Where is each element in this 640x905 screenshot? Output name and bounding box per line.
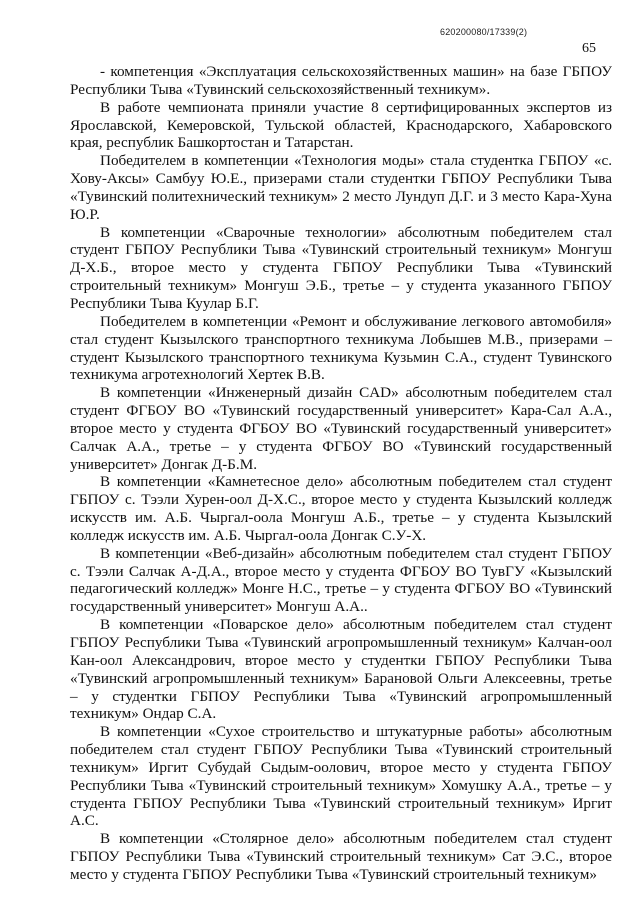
paragraph-web-design: В компетенции «Веб-дизайн» абсолютным победителем стал студент ГБПОУ с. Тээли Салчак А-Д.А., второе место у студента ФГБОУ ВО ТувГУ «Кызылский педагогический колледж» Монге Н.С., третье – у студента ФГБОУ ВО «Тувинский государственный университет» Монгуш А.А.. <box>70 544 612 616</box>
paragraph-welding: В компетенции «Сварочные технологии» абсолютным победителем стал студент ГБПОУ Республики Тыва «Тувинский строительный техникум» Монгуш Д-Х.Б., второе место у студента ГБПОУ Республики Тыва «Тувинский строительный техникум» Монгуш Э.Б., третье – у студента указанного ГБПОУ Республики Тыва Куулар Б.Г. <box>70 223 612 312</box>
paragraph-experts: В работе чемпионата приняли участие 8 сертифицированных экспертов из Ярославской, Кемеровской, Тульской областей, Краснодарского, Хабаровского края, республик Башкортостан и Татарстан. <box>70 98 612 152</box>
paragraph-fashion-technology: Победителем в компетенции «Технология моды» стала студентка ГБПОУ «с. Хову-Аксы» Самбуу Ю.Е., призерами стали студентки ГБПОУ Республики Тыва «Тувинский политехнический техникум» 2 место Лундуп Д.Г. и 3 место Кара-Хуна Ю.Р. <box>70 152 612 223</box>
page-number: 65 <box>582 41 596 56</box>
document-body <box>70 63 612 884</box>
paragraph-joinery: В компетенции «Столярное дело» абсолютным победителем стал студент ГБПОУ Республики Тыва «Тувинский строительный техникум» Сат Э.С., второе место у студента ГБПОУ Республики Тыва «Тувинский строительный техникум» <box>70 830 612 883</box>
paragraph-drywall-plastering: В компетенции «Сухое строительство и штукатурные работы» абсолютным победителем стал студент ГБПОУ Республики Тыва «Тувинский строительный техникум» Иргит Субудай Сыдым-оолович, второе место у студента ГБПОУ Республики Тыва «Тувинский строительный техникум» Хомушку А.А., третье – у студента ГБПОУ Республики Тыва «Тувинский строительный техникум» Иргит А.С. <box>70 723 612 830</box>
document-id: 620200080/17339(2) <box>440 27 528 37</box>
paragraph-cad-design: В компетенции «Инженерный дизайн CAD» абсолютным победителем стал студент ФГБОУ ВО «Тувинский государственный университет» Кара-Сал А.А., второе место у студента ФГБОУ ВО «Тувинский государственный университет» Салчак А.А., третье – у студента ФГБОУ ВО «Тувинский государственный университет» Донгак Д-Б.М. <box>70 384 612 473</box>
paragraph-cooking: В компетенции «Поварское дело» абсолютным победителем стал студент ГБПОУ Республики Тыва «Тувинский агропромышленный техникум» Калчан-оол Кан-оол Александрович, второе место у студентки ГБПОУ Республики Тыва «Тувинский агропромышленный техникум» Барановой Ольги Алексеевны, третье – у студентки ГБПОУ Республики Тыва «Тувинский агропромышленный техникум» Ондар С.А. <box>70 616 612 723</box>
paragraph-machinery-competence: - компетенция «Эксплуатация сельскохозяйственных машин» на базе ГБПОУ Республики Тыва «Тувинский сельскохозяйственный техникум». <box>70 63 612 98</box>
paragraph-stonework: В компетенции «Камнетесное дело» абсолютным победителем стал студент ГБПОУ с. Тээли Хурен-оол Д-Х.С., второе место у студента Кызылский колледж искусств им. А.Б. Чыргал-оола Монгуш А.Б., третье – у студента Кызылский колледж искусств им. А.Б. Чыргал-оола Донгак С.У-Х. <box>70 473 612 544</box>
paragraph-car-repair: Победителем в компетенции «Ремонт и обслуживание легкового автомобиля» стал студент Кызылского транспортного техникума Лобышев М.В., призерами – студент Кызылского транспортного техникума Кузьмин С.А., студент Тувинского техникума агротехнологий Хертек В.В. <box>70 312 612 384</box>
